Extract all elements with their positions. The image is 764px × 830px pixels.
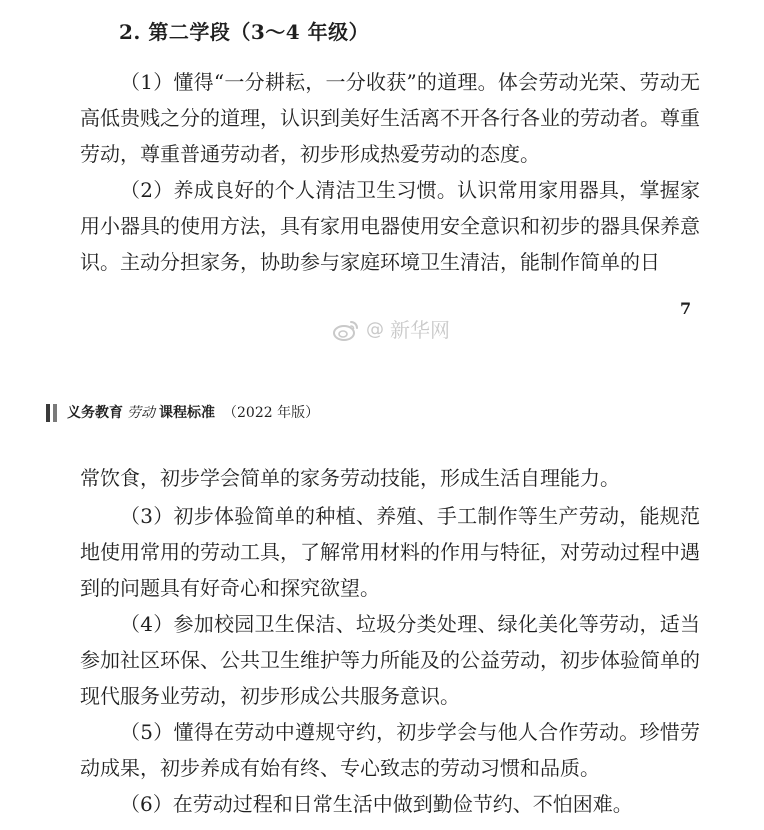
paragraph-1: （1）懂得“一分耕耘，一分收获”的道理。体会劳动光荣、劳动无高低贵贱之分的道理，认识到美好生活离不开各行各业的劳动者。尊重劳动，尊重普通劳动者，初步形成热爱劳动的态度。 [80, 70, 700, 166]
paragraph-5: （5）懂得在劳动中遵规守约，初步学会与他人合作劳动。珍惜劳动成果，初步养成有始有终、专心致志的劳动习惯和品质。 [80, 720, 700, 780]
page-number: 7 [680, 299, 692, 318]
running-header [46, 402, 319, 424]
paragraph-2-continuation: 常饮食，初步学会简单的家务劳动技能，形成生活自理能力。 [80, 466, 620, 490]
watermark [332, 316, 450, 344]
watermark-text: 新华网 [390, 318, 450, 342]
watermark-at: @ [366, 319, 384, 340]
header-subject: 劳动 [127, 405, 155, 421]
section-title: 2. 第二学段（3～4 年级） [119, 20, 370, 44]
header-prefix: 义务教育 [67, 405, 123, 421]
header-suffix: 课程标准 [159, 405, 215, 421]
paragraph-3: （3）初步体验简单的种植、养殖、手工制作等生产劳动，能规范地使用常用的劳动工具，了解常用材料的作用与特征，对劳动过程中遇到的问题具有好奇心和探究欲望。 [80, 504, 700, 600]
running-header-text [67, 402, 319, 424]
paragraph-2: （2）养成良好的个人清洁卫生习惯。认识常用家用器具，掌握家用小器具的使用方法，具有家用电器使用安全意识和初步的器具保养意识。主动分担家务，协助参与家庭环境卫生清洁，能制作简单的日 [80, 178, 700, 274]
header-marker-icon [46, 404, 57, 422]
paragraph-6: （6）在劳动过程和日常生活中做到勤俭节约、不怕困难。 [120, 792, 633, 816]
weibo-icon [332, 318, 360, 342]
paragraph-4: （4）参加校园卫生保洁、垃圾分类处理、绿化美化等劳动，适当参加社区环保、公共卫生维护等力所能及的公益劳动，初步体验简单的现代服务业劳动，初步形成公共服务意识。 [80, 612, 700, 708]
header-edition: （2022 年版） [223, 405, 320, 421]
